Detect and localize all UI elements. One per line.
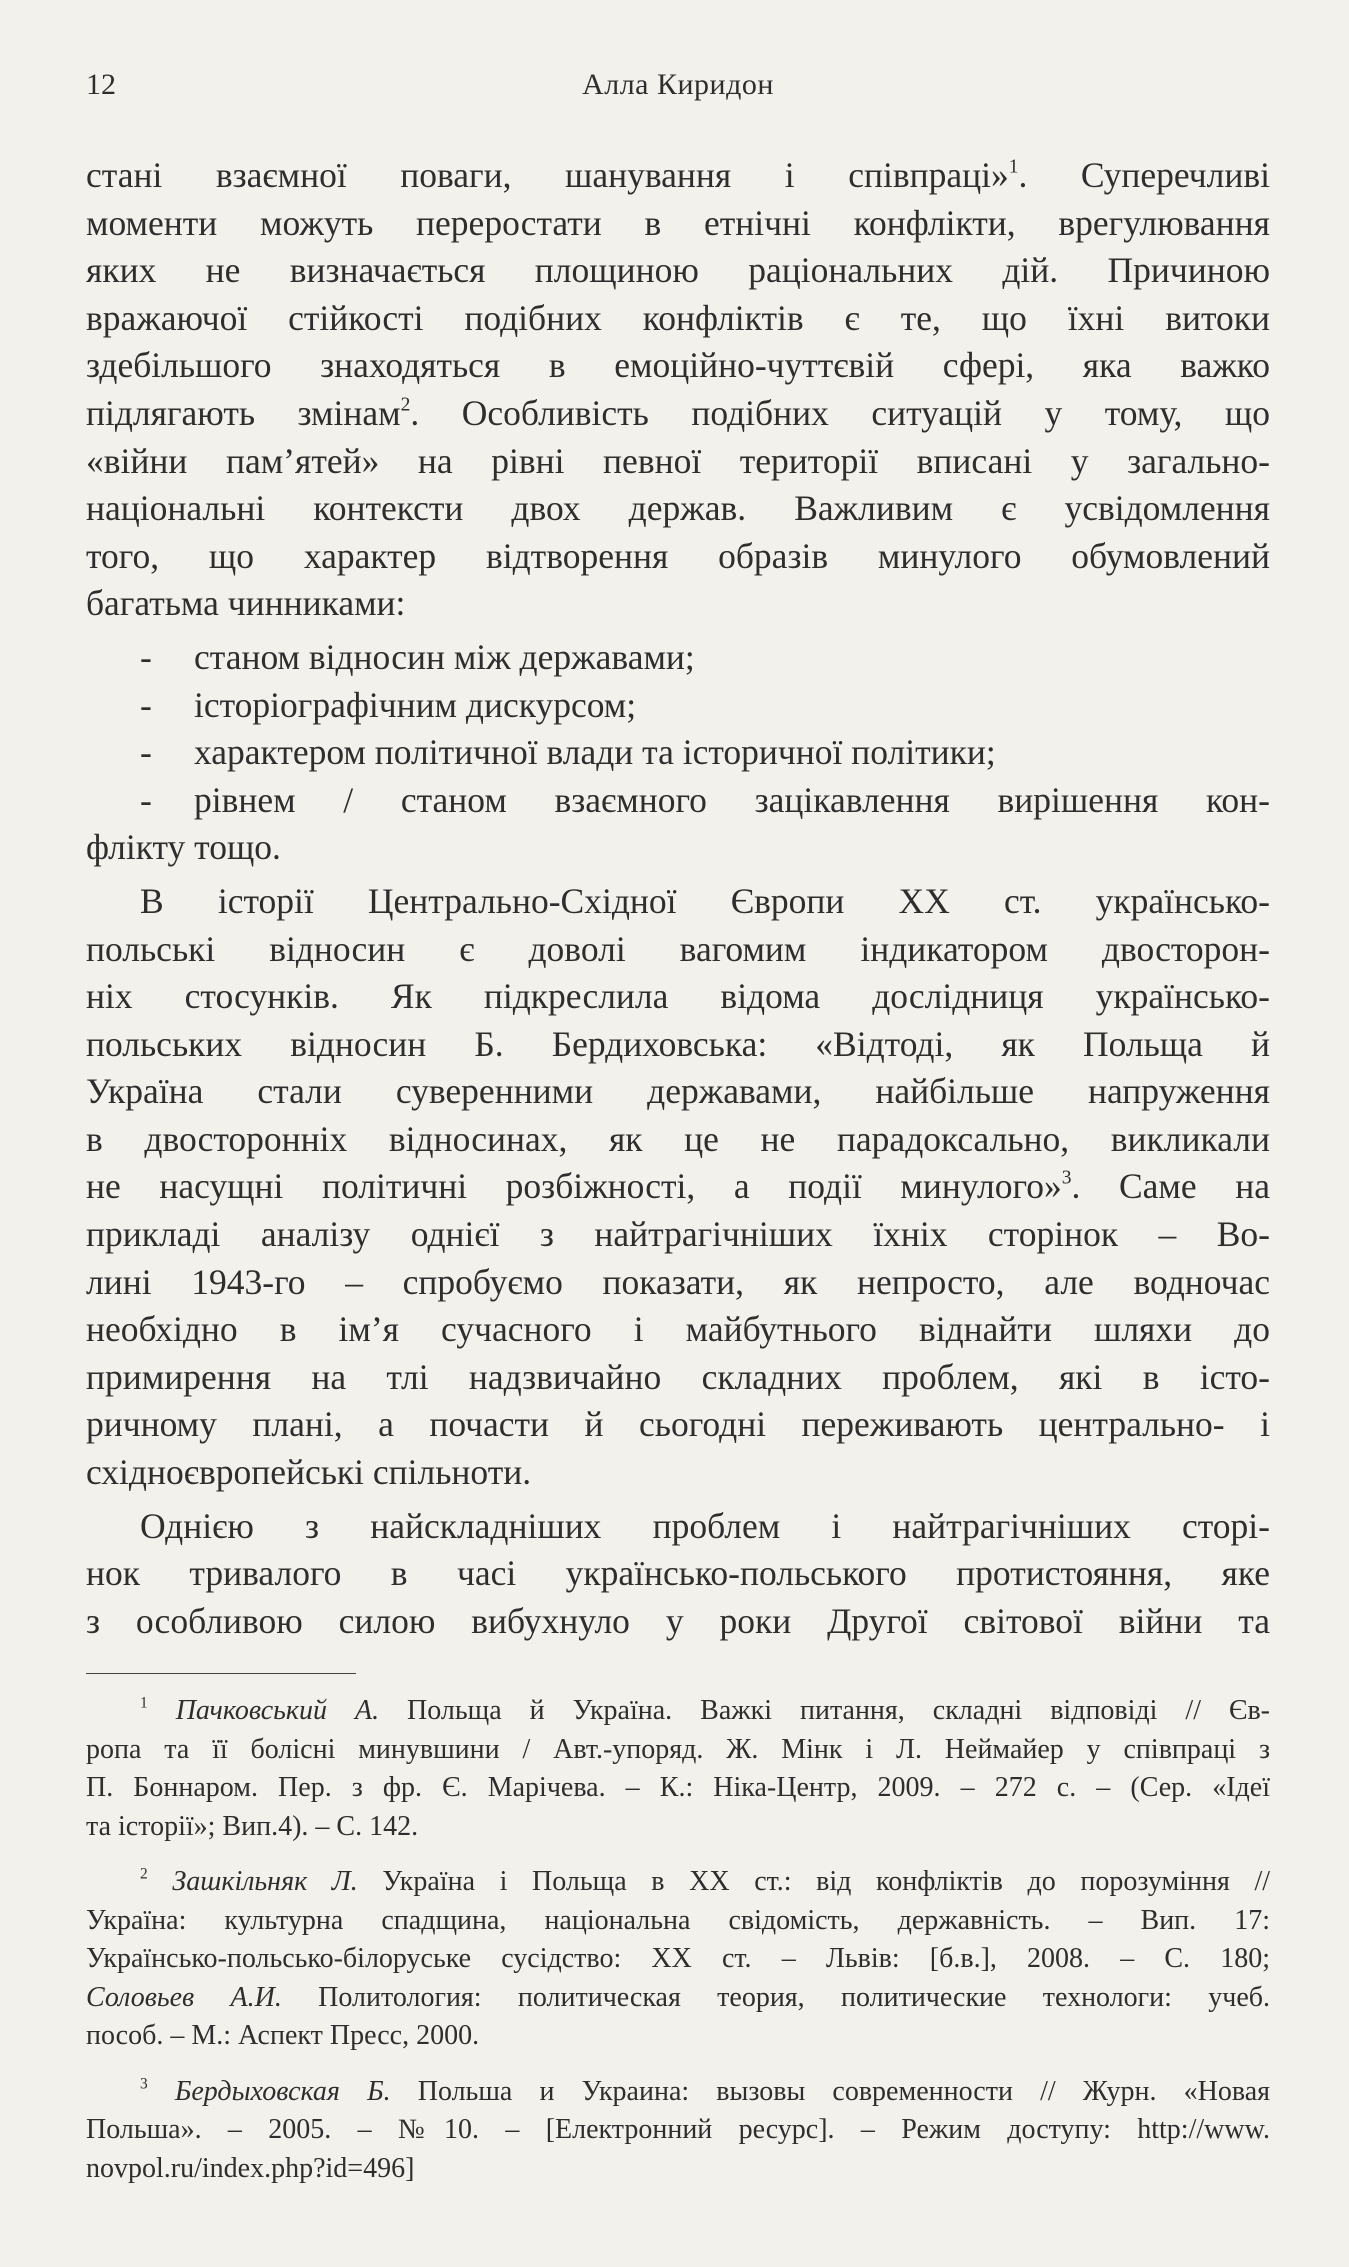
footnote-marker: 1 bbox=[1008, 156, 1019, 178]
author-name: Соловьев А.И. bbox=[86, 1981, 282, 2013]
text-segment: Українсько-польсько-білоруське сусідство: ХХ ст. – Львів: [б.в.], 2008. – С. 180; bbox=[86, 1943, 1270, 1974]
text-segment: . Особливість подібних ситуацій у тому, що bbox=[410, 392, 1270, 433]
text-segment: східноєвропейські спільноти. bbox=[86, 1452, 532, 1493]
text-line bbox=[86, 1211, 1270, 1259]
footnote-marker: 3 bbox=[1061, 1167, 1072, 1189]
text-segment: вражаючої стійкості подібних конфліктів є те, що їхні витоки bbox=[86, 297, 1270, 338]
text-segment: В історії Центрально-Східної Європи ХХ ст. українсько- bbox=[140, 880, 1270, 921]
text-segment: польські відносин є доволі вагомим індикатором двосторон- bbox=[86, 928, 1270, 969]
footnote-marker: 2 bbox=[140, 1865, 148, 1883]
text-line bbox=[86, 1068, 1270, 1116]
footnote-divider bbox=[86, 1673, 356, 1674]
text-line bbox=[86, 1401, 1270, 1449]
text-segment: ричному плані, а почасти й сьогодні переживають центрально- і bbox=[86, 1404, 1270, 1445]
text-segment: з особливою силою вибухнуло у роки Другої світової війни та bbox=[86, 1600, 1270, 1641]
footnote-line bbox=[86, 1769, 1270, 1808]
text-segment: Україна стали суверенними державами, найбільше напруження bbox=[86, 1071, 1270, 1112]
text-segment: станом відносин між державами; bbox=[194, 636, 695, 677]
text-line bbox=[86, 342, 1270, 390]
text-segment: ропа та її болісні минувшини / Авт.-упоряд. Ж. Мінк і Л. Неймайер у співпраці з bbox=[86, 1733, 1270, 1765]
text-segment: та історії»; Вип.4). – С. 142. bbox=[86, 1810, 419, 1842]
text-line bbox=[86, 580, 1270, 628]
text-segment: історіографічним дискурсом; bbox=[194, 684, 637, 725]
text-line bbox=[86, 247, 1270, 295]
footnote-line bbox=[86, 1979, 1270, 2018]
list-item bbox=[86, 634, 1270, 682]
page-header bbox=[86, 68, 1270, 108]
text-segment: Политология: политическая теория, политические технологи: учеб. bbox=[281, 1981, 1270, 2013]
list-dash: - bbox=[140, 732, 152, 773]
footnote-line bbox=[86, 1940, 1270, 1979]
list-item-text bbox=[194, 777, 1270, 825]
footnote-line bbox=[86, 2073, 1270, 2112]
footnote-line bbox=[86, 2017, 1270, 2056]
footnote-line bbox=[86, 1902, 1270, 1941]
text-segment bbox=[148, 2076, 175, 2107]
text-segment: . Саме на bbox=[1071, 1166, 1270, 1207]
text-line bbox=[86, 973, 1270, 1021]
footnote-line bbox=[86, 2150, 1270, 2189]
footnote-marker: 1 bbox=[140, 1694, 148, 1712]
footnote-line bbox=[86, 1863, 1270, 1902]
text-segment: Польща й Україна. Важкі питання, складні відповіді // Єв- bbox=[379, 1695, 1271, 1726]
list-item bbox=[86, 729, 1270, 777]
text-segment: яких не визначається площиною раціональних дій. Причиною bbox=[86, 250, 1270, 291]
footnote-marker: 3 bbox=[140, 2074, 148, 2092]
list-item bbox=[86, 777, 1270, 825]
footnote-marker: 2 bbox=[400, 394, 411, 416]
text-segment: Польша и Украина: вызовы современности // Журн. «Новая bbox=[390, 2075, 1271, 2107]
text-segment: в двосторонніх відносинах, як це не парадоксально, викликали bbox=[86, 1118, 1270, 1159]
text-segment: лині 1943-го – спробуємо показати, як непросто, але водночас bbox=[86, 1261, 1270, 1302]
author-name: Пачковський А. bbox=[175, 1695, 380, 1726]
footnotes bbox=[86, 1692, 1270, 2188]
text-segment: того, що характер відтворення образів минулого обумовлений bbox=[86, 535, 1270, 576]
text-line bbox=[86, 1116, 1270, 1164]
text-segment bbox=[148, 1866, 173, 1897]
text-line bbox=[86, 485, 1270, 533]
text-line bbox=[86, 438, 1270, 486]
text-line bbox=[86, 152, 1270, 200]
text-line bbox=[86, 295, 1270, 343]
text-segment: не насущні політичні розбіжності, а події минулого» bbox=[86, 1166, 1062, 1207]
text-line bbox=[86, 200, 1270, 248]
text-line bbox=[86, 926, 1270, 974]
text-segment: ніх стосунків. Як підкреслила відома дослідниця українсько- bbox=[86, 976, 1270, 1017]
list-dash: - bbox=[140, 636, 152, 677]
text-segment: польських відносин Б. Бердиховська: «Відтоді, як Польща й bbox=[86, 1023, 1270, 1064]
text-segment: нок тривалого в часі українсько-польського протистояння, яке bbox=[86, 1553, 1270, 1594]
text-line bbox=[86, 1259, 1270, 1307]
text-line bbox=[86, 824, 1270, 872]
text-segment: Польша». – 2005. – №10. – [Електронний ресурс]. – Режим доступу: http://www. bbox=[86, 2114, 1270, 2145]
footnote-line bbox=[86, 1731, 1270, 1770]
body-text bbox=[86, 152, 1270, 1645]
text-segment: Україна: культурна спадщина, національна свідомість, державність. – Вип. 17: bbox=[86, 1904, 1270, 1936]
text-segment: моменти можуть переростати в етнічні конфлікти, врегулювання bbox=[86, 202, 1270, 243]
text-segment: багатьма чинниками: bbox=[86, 583, 406, 624]
text-segment bbox=[148, 1695, 176, 1726]
text-segment: здебільшого знаходяться в емоційно-чуттєвій сфері, яка важко bbox=[86, 345, 1270, 386]
text-segment: novpol.ru/index.php?id=496] bbox=[86, 2152, 415, 2184]
footnote-line bbox=[86, 2111, 1270, 2150]
running-title: Алла Киридон bbox=[582, 68, 774, 101]
text-segment: стані взаємної поваги, шанування і співпраці» bbox=[86, 155, 1009, 195]
text-segment: флікту тощо. bbox=[86, 827, 281, 868]
text-line bbox=[86, 1021, 1270, 1069]
text-segment: «війни пам’ятей» на рівні певної території вписані у загально- bbox=[86, 440, 1270, 481]
text-segment: примирення на тлі надзвичайно складних проблем, які в істо- bbox=[86, 1356, 1270, 1397]
list-item-text bbox=[194, 634, 1270, 682]
text-line bbox=[86, 390, 1270, 438]
list-item-text bbox=[194, 729, 1270, 777]
footnote-3 bbox=[86, 2073, 1270, 2189]
text-segment: прикладі аналізу однієї з найтрагічніших їхніх сторінок – Во- bbox=[86, 1214, 1270, 1255]
text-line bbox=[86, 1598, 1270, 1646]
text-line bbox=[86, 1550, 1270, 1598]
text-line bbox=[86, 1449, 1270, 1497]
text-segment: пособ. – М.: Аспект Пресс, 2000. bbox=[86, 2020, 480, 2051]
text-segment: Однією з найскладніших проблем і найтрагічніших сторі- bbox=[140, 1505, 1270, 1546]
footnote-line bbox=[86, 1692, 1270, 1731]
text-segment: П. Боннаром. Пер. з фр. Є. Марічева. – К.: Ніка-Центр, 2009. – 272 с. – (Сер. «Ідеї bbox=[86, 1772, 1270, 1803]
text-line bbox=[86, 1306, 1270, 1354]
list-item-text bbox=[194, 682, 1270, 730]
list-dash: - bbox=[140, 779, 152, 820]
text-line bbox=[86, 1354, 1270, 1402]
text-line bbox=[86, 1163, 1270, 1211]
footnote-1 bbox=[86, 1692, 1270, 1846]
footnote-line bbox=[86, 1808, 1270, 1847]
list-item bbox=[86, 682, 1270, 730]
page-number: 12 bbox=[86, 68, 116, 101]
text-segment: . Суперечливі bbox=[1018, 155, 1270, 195]
author-name: Бердыховская Б. bbox=[174, 2075, 391, 2107]
text-segment: необхідно в ім’я сучасного і майбутнього віднайти шляхи до bbox=[86, 1309, 1270, 1350]
text-line bbox=[86, 533, 1270, 581]
text-segment: підлягають змінам bbox=[86, 392, 401, 433]
text-line bbox=[86, 878, 1270, 926]
text-segment: національні контексти двох держав. Важливим є усвідомлення bbox=[86, 488, 1270, 529]
text-line bbox=[86, 1503, 1270, 1551]
text-segment: характером політичної влади та історичної політики; bbox=[194, 732, 996, 773]
list-dash: - bbox=[140, 684, 152, 725]
text-segment: Україна і Польща в ХХ ст.: від конфліктів до порозуміння // bbox=[357, 1866, 1271, 1897]
text-segment: рівнем / станом взаємного зацікавлення вирішення кон- bbox=[194, 779, 1270, 820]
author-name: Зашкільняк Л. bbox=[172, 1866, 358, 1897]
footnote-2 bbox=[86, 1863, 1270, 2056]
